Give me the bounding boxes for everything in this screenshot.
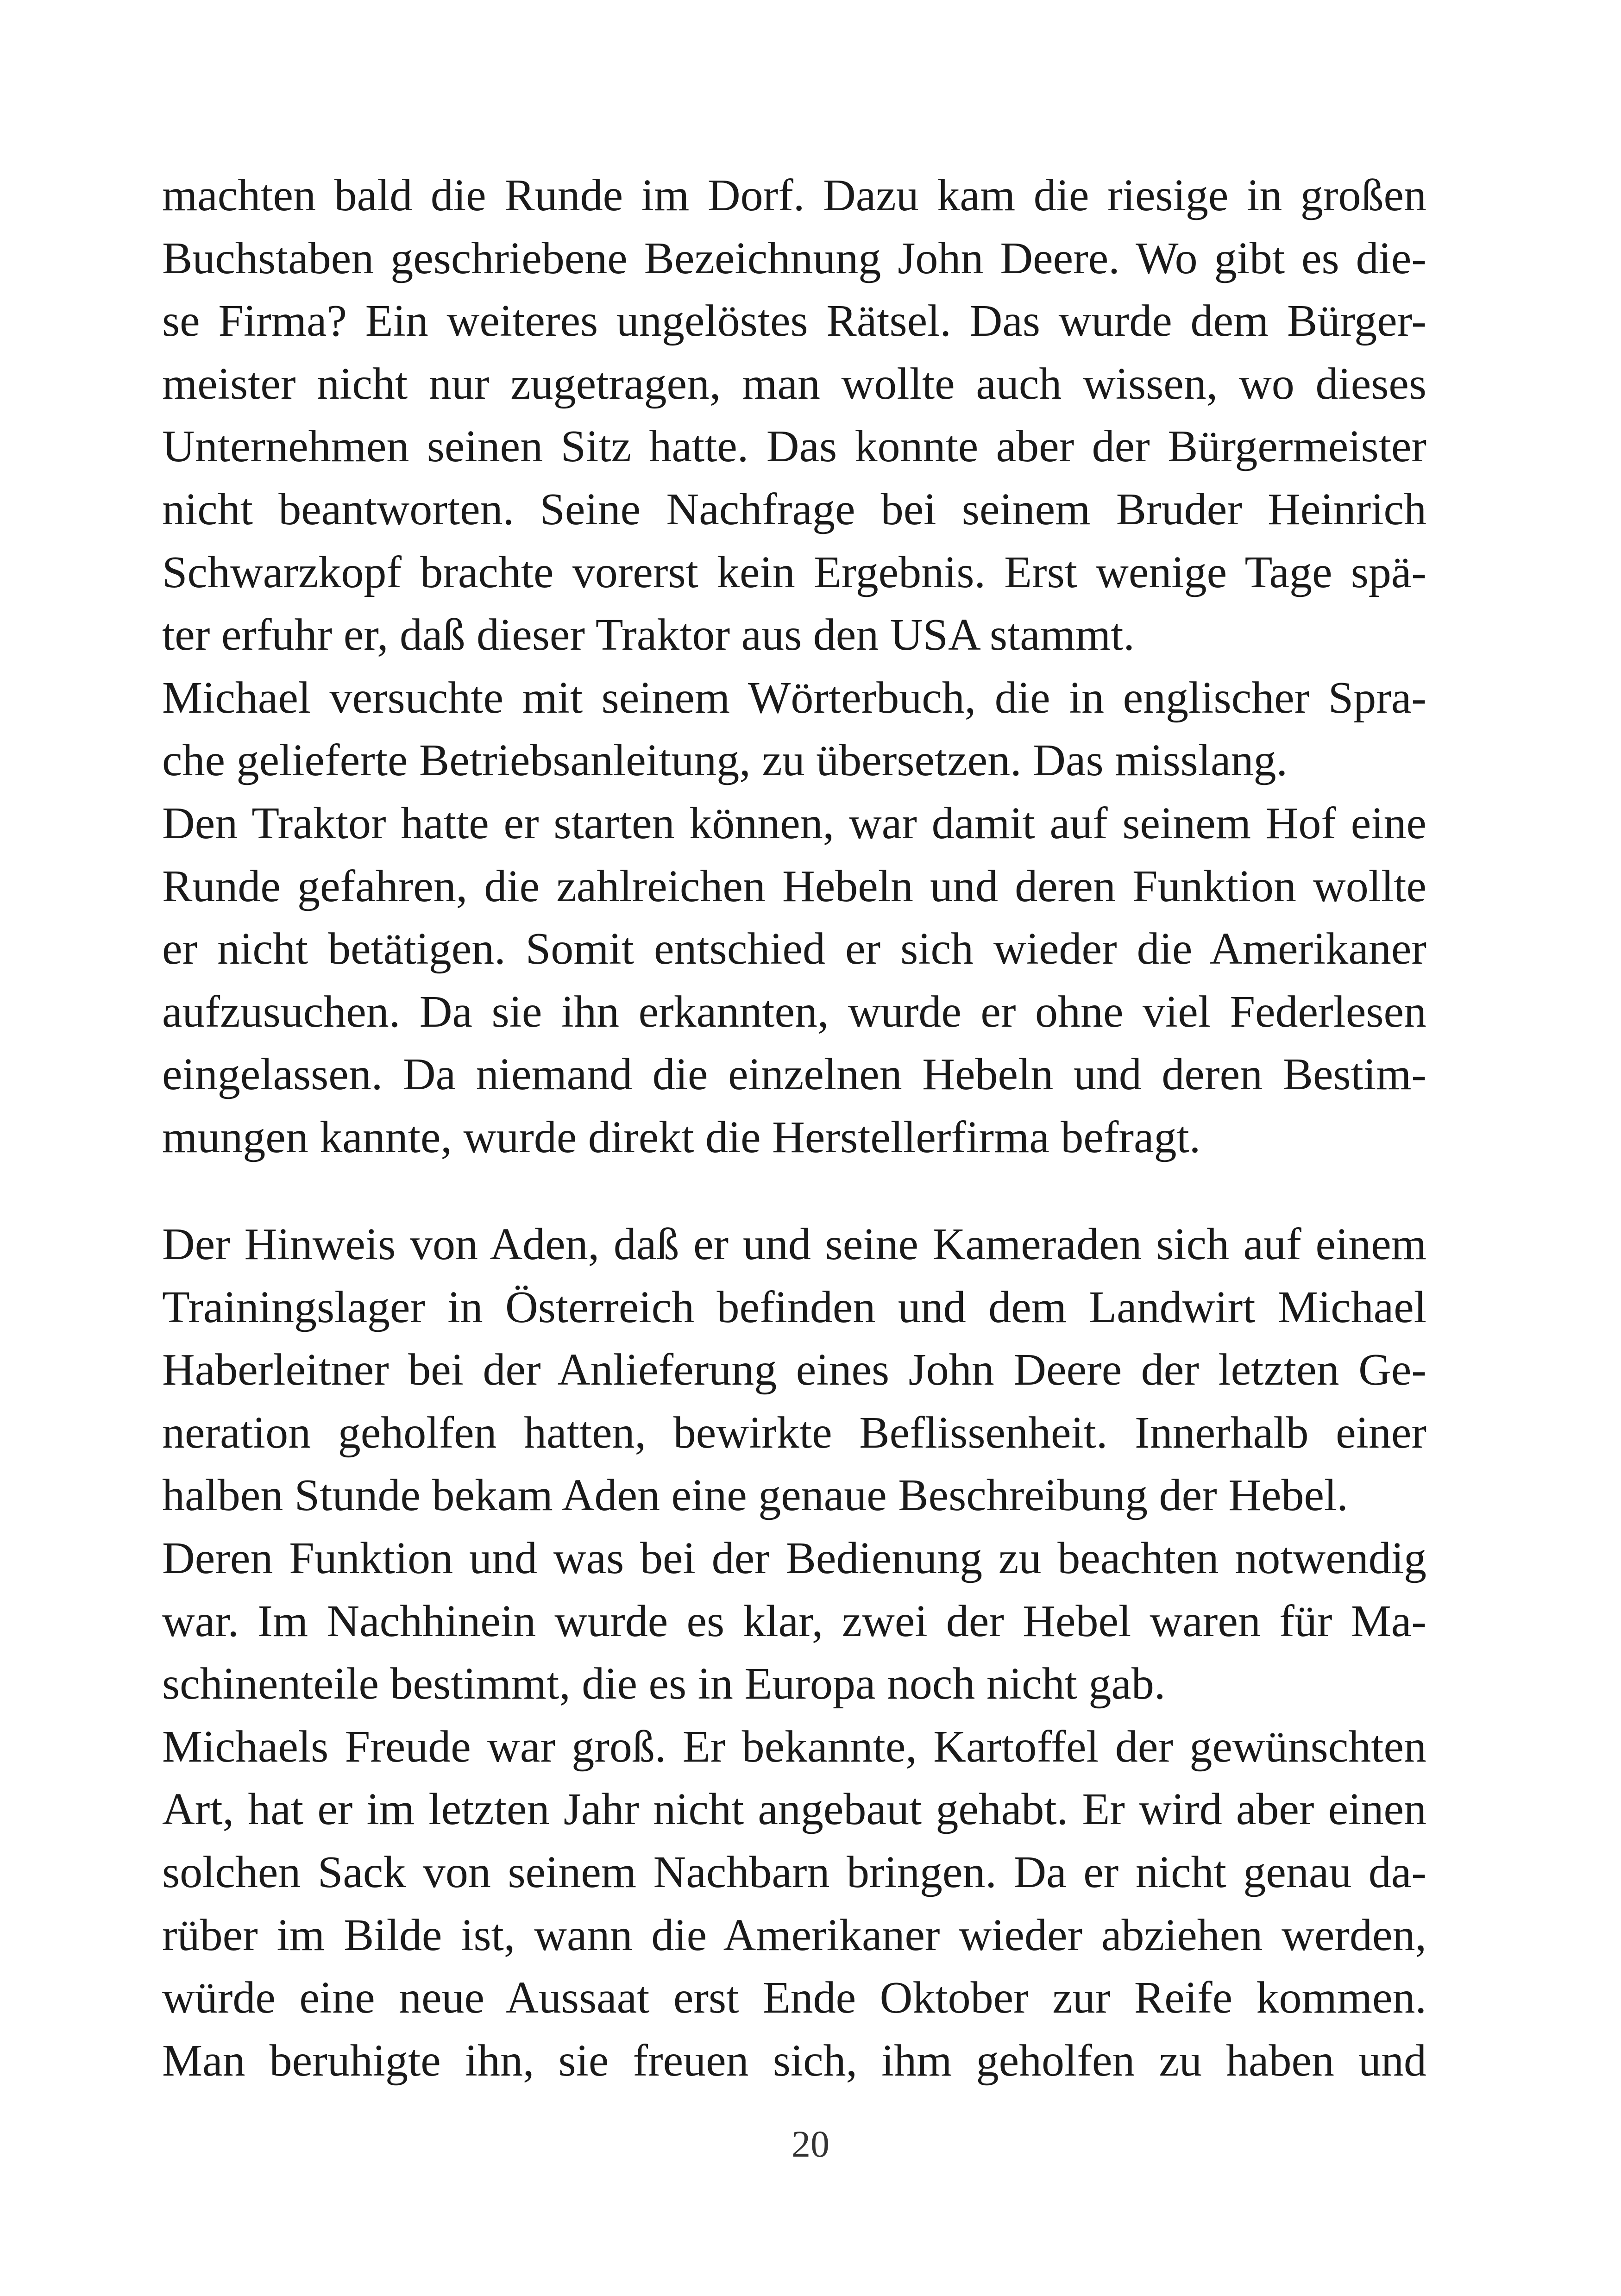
text-line: halben Stunde bekam Aden eine genaue Beschreibung der Hebel. bbox=[162, 1470, 1348, 1521]
text-line: mungen kannte, wurde direkt die Herstellerfirma befragt. bbox=[162, 1112, 1201, 1162]
text-line: Haberleitner bei der Anlieferung eines John Deere der letzten Ge- bbox=[162, 1345, 1426, 1395]
text-line: solchen Sack von seinem Nachbarn bringen. Da er nicht genau da- bbox=[162, 1847, 1426, 1897]
text-line: Michael versuchte mit seinem Wörterbuch, die in englischer Spra- bbox=[162, 672, 1426, 723]
text-line: se Firma? Ein weiteres ungelöstes Rätsel. Das wurde dem Bürger- bbox=[162, 296, 1426, 346]
text-line: Runde gefahren, die zahlreichen Hebeln und deren Funktion wollte bbox=[162, 861, 1426, 911]
paragraph-group-1 bbox=[162, 164, 1426, 1169]
text-line: Art, hat er im letzten Jahr nicht angebaut gehabt. Er wird aber einen bbox=[162, 1784, 1426, 1835]
text-line: er nicht betätigen. Somit entschied er sich wieder die Amerikaner bbox=[162, 924, 1426, 974]
text-line: rüber im Bilde ist, wann die Amerikaner wieder abziehen werden, bbox=[162, 1910, 1426, 1960]
text-line: Trainingslager in Österreich befinden und dem Landwirt Michael bbox=[162, 1282, 1426, 1332]
text-line: che gelieferte Betriebsanleitung, zu übersetzen. Das misslang. bbox=[162, 735, 1288, 786]
text-line: aufzusuchen. Da sie ihn erkannten, wurde er ohne viel Federlesen bbox=[162, 986, 1426, 1037]
text-line: meister nicht nur zugetragen, man wollte auch wissen, wo dieses bbox=[162, 358, 1426, 409]
text-line: würde eine neue Aussaat erst Ende Oktober zur Reife kommen. bbox=[162, 1973, 1426, 2023]
text-line: war. Im Nachhinein wurde es klar, zwei der Hebel waren für Ma- bbox=[162, 1596, 1426, 1646]
text-line: machten bald die Runde im Dorf. Dazu kam die riesige in großen bbox=[162, 170, 1426, 220]
text-line: Buchstaben geschriebene Bezeichnung John Deere. Wo gibt es die- bbox=[162, 233, 1426, 283]
paragraph-group-2 bbox=[162, 1213, 1426, 2092]
text-line: Deren Funktion und was bei der Bedienung zu beachten notwendig bbox=[162, 1533, 1426, 1583]
text-line: nicht beantworten. Seine Nachfrage bei seinem Bruder Heinrich bbox=[162, 484, 1426, 534]
text-line: eingelassen. Da niemand die einzelnen Hebeln und deren Bestim- bbox=[162, 1049, 1426, 1100]
text-line: Den Traktor hatte er starten können, war damit auf seinem Hof eine bbox=[162, 798, 1426, 848]
text-line: neration geholfen hatten, bewirkte Beflissenheit. Innerhalb einer bbox=[162, 1407, 1426, 1458]
text-line: ter erfuhr er, daß dieser Traktor aus den USA stammt. bbox=[162, 610, 1135, 660]
page-number: 20 bbox=[792, 2123, 829, 2165]
text-line: Michaels Freude war groß. Er bekannte, Kartoffel der gewünschten bbox=[162, 1721, 1426, 1772]
text-line: Der Hinweis von Aden, daß er und seine Kameraden sich auf einem bbox=[162, 1219, 1426, 1269]
text-line: Unternehmen seinen Sitz hatte. Das konnte aber der Bürgermeister bbox=[162, 421, 1426, 472]
text-line: schinenteile bestimmt, die es in Europa noch nicht gab. bbox=[162, 1659, 1166, 1709]
text-line: Schwarzkopf brachte vorerst kein Ergebnis. Erst wenige Tage spä- bbox=[162, 547, 1426, 597]
text-line: Man beruhigte ihn, sie freuen sich, ihm geholfen zu haben und bbox=[162, 2035, 1426, 2086]
